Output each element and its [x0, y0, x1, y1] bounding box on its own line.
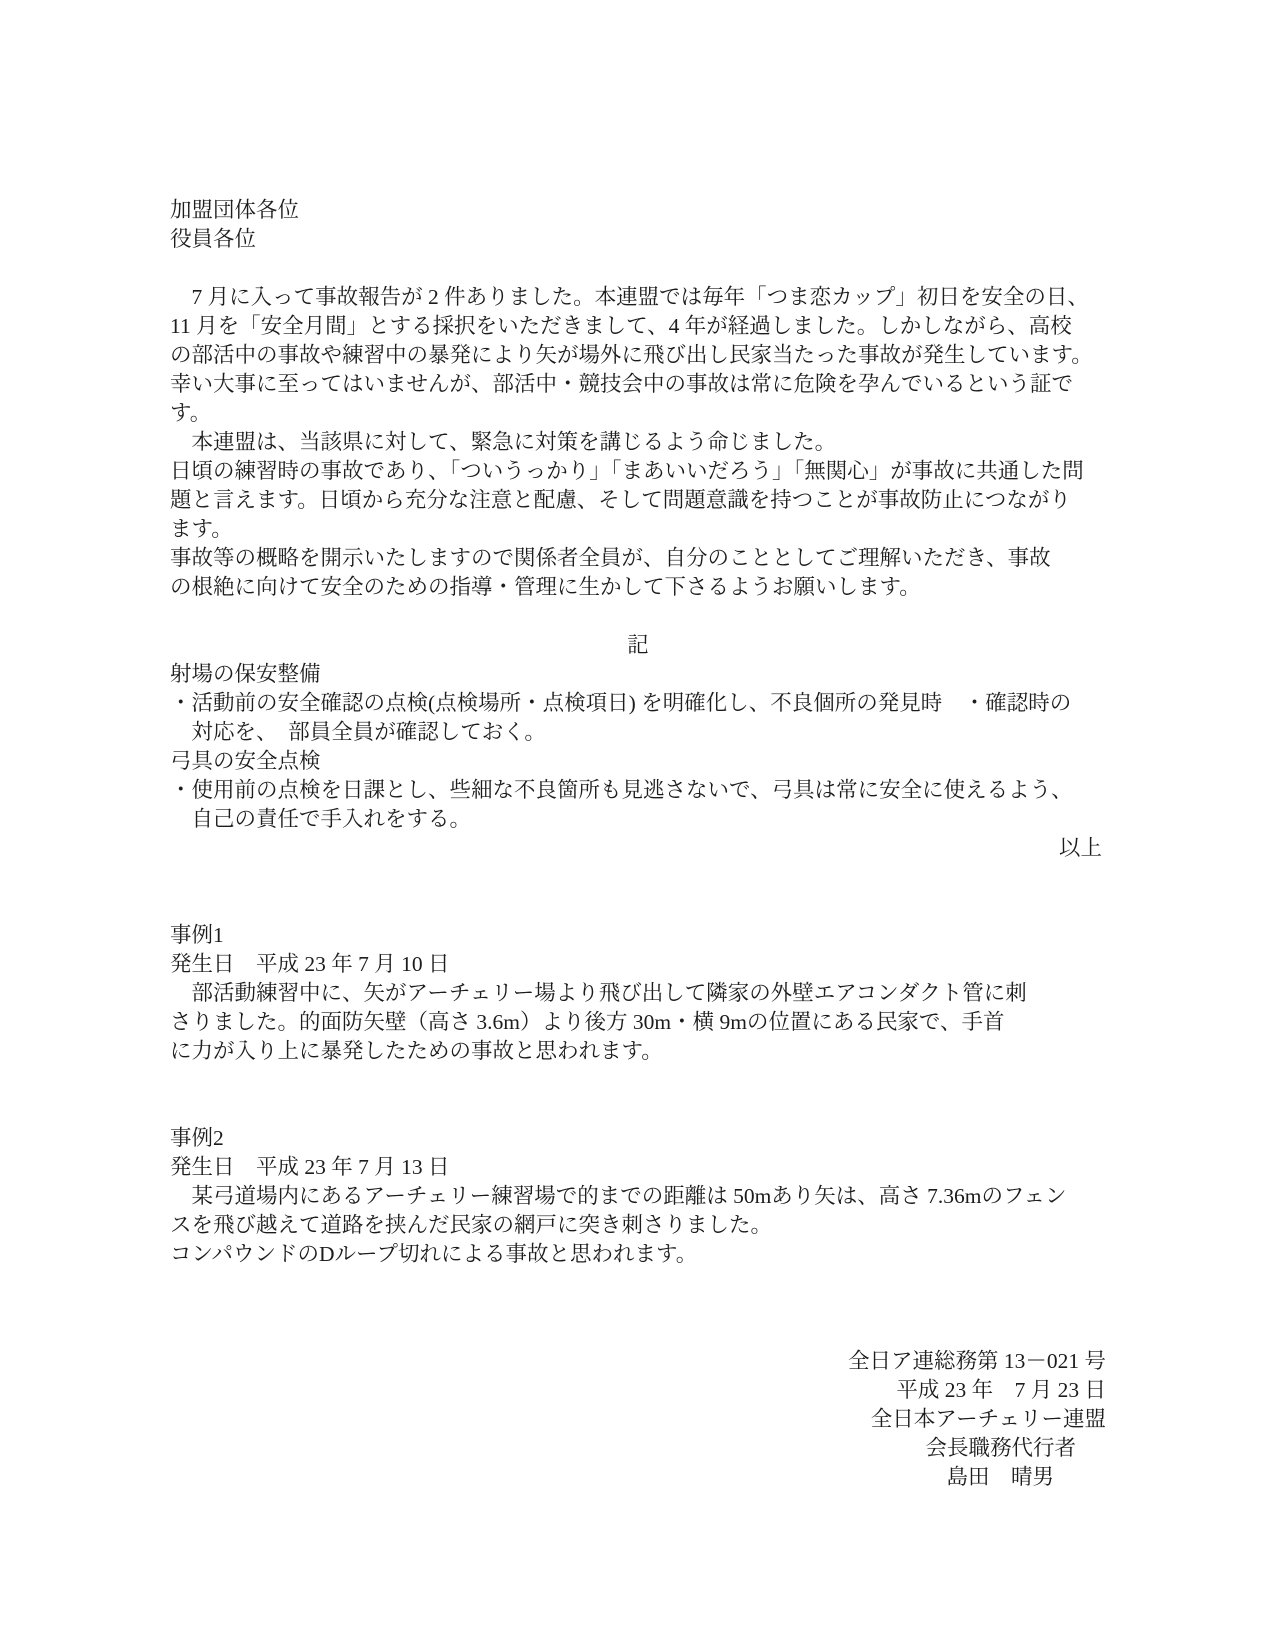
spacer	[170, 602, 1106, 631]
intro-text-line: 7 月に入って事故報告が 2 件ありました。本連盟では毎年「つま恋カップ」初日を安全の日、	[170, 285, 1089, 309]
record-marker: 記	[627, 633, 649, 657]
intro-text-line: す。	[170, 401, 212, 425]
case1-date: 発生日 平成 23 年 7 月 10 日	[170, 952, 450, 976]
recipient-line: 役員各位	[170, 227, 257, 251]
case1-body-line: に力が入り上に暴発したための事故と思われます。	[170, 1039, 663, 1063]
intro-text-line: 11 月を「安全月間」とする採択をいただきまして、4 年が経過しました。しかしながら、高校	[170, 314, 1072, 338]
safety-bullet-line: ・活動前の安全確認の点検(点検場所・点検項日) を明確化し、不良個所の発見時 ・確認時の	[170, 691, 1072, 715]
closing-marker: 以上	[1058, 836, 1102, 860]
spacer	[170, 1066, 1106, 1124]
signature-date: 平成 23 年 7 月 23 日	[896, 1378, 1106, 1402]
safety-bullet-line: ・使用前の点検を日課とし、些細な不良箇所も見逃さないで、弓具は常に安全に使えるよう、	[170, 778, 1073, 802]
safety-bullet-line: 自己の責任で手入れをする。	[170, 807, 472, 831]
signature-name: 島田 晴男	[946, 1465, 1054, 1489]
signature-organization: 全日本アーチェリー連盟	[870, 1407, 1106, 1431]
spacer	[170, 863, 1106, 921]
signature-doc-number: 全日ア連総務第 13－021 号	[847, 1349, 1106, 1373]
case2-title: 事例2	[170, 1126, 224, 1150]
case1-body-line: さりました。的面防矢壁（高さ 3.6m）より後方 30m・横 9mの位置にある民家で、手首	[170, 1010, 1005, 1034]
intro-text-line: ます。	[170, 517, 233, 541]
intro-text-line: の根絶に向けて安全のための指導・管理に生かして下さるようお願いします。	[170, 575, 921, 599]
letter-body	[170, 196, 1106, 1492]
case1-body-line: 部活動練習中に、矢がアーチェリー場より飛び出して隣家の外壁エアコンダクト管に刺	[170, 981, 1027, 1005]
intro-text-line: 事故等の概略を開示いたしますので関係者全員が、自分のこととしてご理解いただき、事故	[170, 546, 1051, 570]
case2-body-line: コンパウンドのDループ切れによる事故と思われます。	[170, 1242, 698, 1266]
signature-role: 会長職務代行者	[925, 1436, 1076, 1460]
intro-text-line: 幸い大事に至ってはいませんが、部活中・競技会中の事故は常に危険を孕んでいるという証で	[170, 372, 1074, 396]
intro-text-line: 題と言えます。日頃から充分な注意と配慮、そして問題意識を持つことが事故防止につながり	[170, 488, 1071, 512]
intro-text-line: 本連盟は、当該県に対して、緊急に対策を講じるよう命じました。	[170, 430, 837, 454]
safety-heading: 弓具の安全点検	[170, 749, 321, 773]
spacer	[170, 1269, 1106, 1347]
safety-bullet-line: 対応を、 部員全員が確認しておく。	[170, 720, 546, 744]
intro-text-line: 日頃の練習時の事故であり、「ついうっかり」「まあいいだろう」「無関心」が事故に共通した問	[170, 459, 1084, 483]
case2-body-line: 某弓道場内にあるアーチェリー練習場で的までの距離は 50mあり矢は、高さ 7.36mのフェン	[170, 1184, 1067, 1208]
spacer	[170, 254, 1106, 283]
safety-heading: 射場の保安整備	[170, 662, 321, 686]
recipient-line: 加盟団体各位	[170, 198, 300, 222]
intro-text-line: の部活中の事故や練習中の暴発により矢が場外に飛び出し民家当たった事故が発生しています。	[170, 343, 1093, 367]
case2-body-line: スを飛び越えて道路を挟んだ民家の網戸に突き刺さりました。	[170, 1213, 773, 1237]
case2-date: 発生日 平成 23 年 7 月 13 日	[170, 1155, 450, 1179]
case1-title: 事例1	[170, 923, 224, 947]
